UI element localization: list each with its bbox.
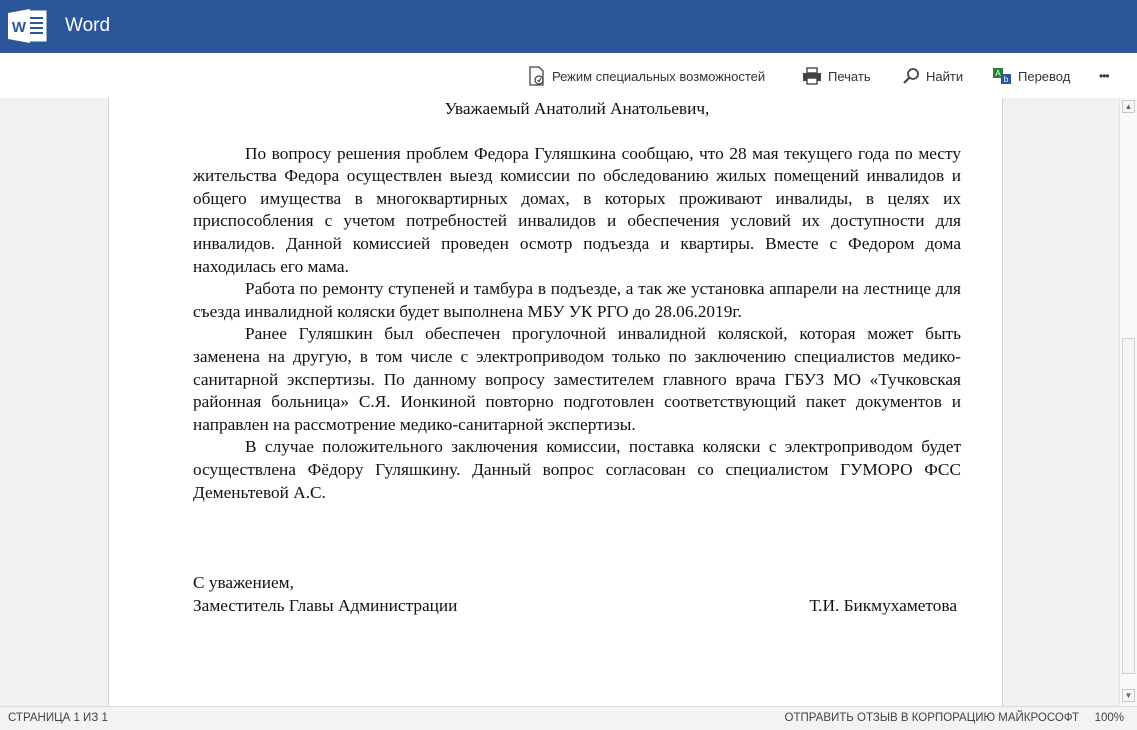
more-dots-icon: ••• bbox=[1099, 69, 1109, 83]
svg-text:b: b bbox=[1003, 75, 1009, 84]
scroll-up-icon[interactable]: ▲ bbox=[1122, 100, 1135, 113]
scroll-down-icon[interactable]: ▼ bbox=[1122, 689, 1135, 702]
print-label: Печать bbox=[828, 68, 871, 84]
closing: С уважением, bbox=[193, 573, 294, 593]
title-bar bbox=[0, 0, 1137, 53]
paragraph-4: В случае положительного заключения комиссии, поставка коляски с электроприводом будет осуществлена Фёдору Гуляшкину. Данный вопрос согласован со специалистом ГУМОРО ФСС Деменьтевой А.С. bbox=[193, 437, 961, 502]
print-button[interactable] bbox=[802, 65, 871, 87]
paragraph-1: По вопросу решения проблем Федора Гуляшкина сообщаю, что 28 мая текущего года по месту жительства Федора осуществлен выезд комиссии по обследованию жилых помещений инвалидов и общего имущества в многоквартирных домах, в которых проживают инвалиды, в целях их приспособления с учетом потребностей инвалидов и обеспечения условий их доступности для инвалидов. Данной комиссией проведен осмотр подъезда и квартиры. Вместе с Федором дома находилась его мама. bbox=[193, 143, 961, 276]
translate-label: Перевод bbox=[1018, 68, 1071, 84]
signature-row bbox=[193, 595, 961, 618]
paragraph-2: Работа по ремонту ступеней и тамбура в подъезде, а так же установка аппарели на лестнице для съезда инвалидной коляски будет выполнена МБУ УК РГО до 28.06.2019г. bbox=[193, 279, 961, 321]
scrollbar-thumb[interactable] bbox=[1122, 338, 1135, 674]
status-bar bbox=[0, 706, 1137, 730]
svg-text:A: A bbox=[995, 69, 1001, 78]
signer-name: Т.И. Бикмухаметова bbox=[809, 595, 957, 615]
translate-button[interactable] bbox=[992, 65, 1070, 87]
word-logo-icon[interactable] bbox=[8, 8, 48, 44]
find-button[interactable] bbox=[902, 65, 963, 87]
app-name: Word bbox=[65, 15, 111, 36]
svg-text:W: W bbox=[11, 19, 27, 36]
printer-icon bbox=[802, 67, 822, 85]
translate-icon bbox=[992, 66, 1012, 86]
accessibility-mode-label: Режим специальных возможностей bbox=[552, 68, 766, 84]
paragraph-3: Ранее Гуляшкин был обеспечен прогулочной инвалидной коляской, которая может быть заменена на другую, в том числе с электроприводом только по заключению специалистов медико-санитарной экспертизы. По данному вопросу заместителем главного врача ГБУЗ МО «Тучковская районная больница» С.Я. Ионкиной повторно подготовлен соответствующий пакет документов и направлен на рассмотрение медико-санитарной экспертизы. bbox=[193, 324, 961, 434]
feedback-link[interactable]: ОТПРАВИТЬ ОТЗЫВ В КОРПОРАЦИЮ МАЙКРОСОФТ bbox=[784, 712, 1079, 724]
greeting: Уважаемый Анатолий Анатольевич, bbox=[444, 99, 710, 118]
document-page bbox=[108, 98, 1003, 706]
document-viewport[interactable] bbox=[0, 98, 1119, 706]
signature-block bbox=[193, 572, 961, 617]
accessibility-doc-icon bbox=[528, 66, 546, 86]
toolbar bbox=[0, 53, 1137, 98]
more-options-button[interactable] bbox=[1099, 65, 1109, 87]
signer-position: Заместитель Главы Администрации bbox=[193, 595, 458, 615]
accessibility-mode-button[interactable] bbox=[528, 65, 765, 87]
document-body bbox=[193, 98, 961, 617]
find-label: Найти bbox=[926, 68, 964, 84]
vertical-scrollbar[interactable] bbox=[1119, 98, 1137, 706]
page-count: СТРАНИЦА 1 ИЗ 1 bbox=[8, 712, 108, 724]
search-icon bbox=[902, 67, 920, 85]
zoom-level[interactable]: 100% bbox=[1094, 712, 1124, 724]
